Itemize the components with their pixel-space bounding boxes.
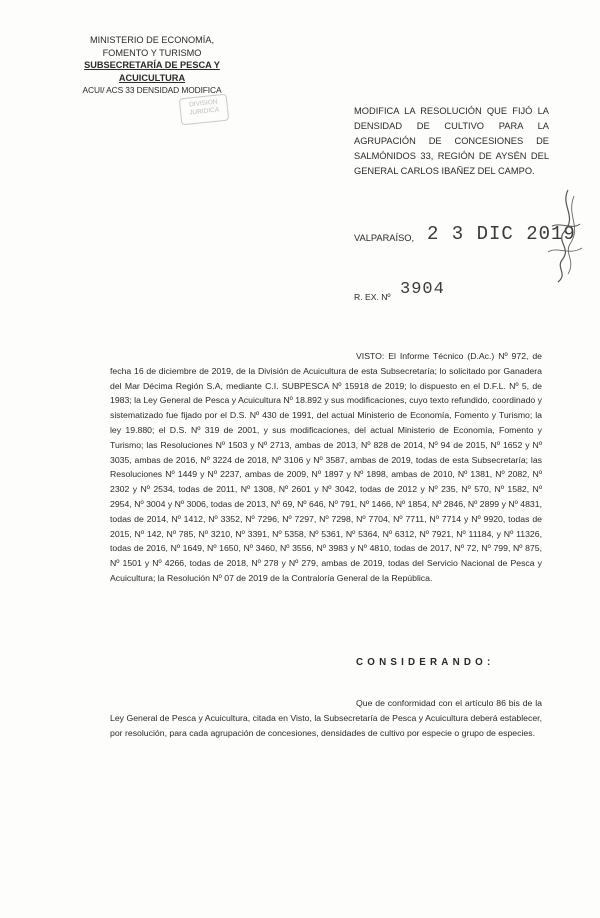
file-reference: ACUI/ ACS 33 DENSIDAD MODIFICA: [82, 85, 222, 95]
ministry-name-line2: FOMENTO Y TURISMO: [102, 47, 202, 58]
visto-paragraph: VISTO: El Informe Técnico (D.Ac.) Nº 972, de fecha 16 de diciembre de 2019, de la División de Acuicultura de esta Subsecretaría; lo solicitado por Ganadera del Mar Décima Región S.A, mediante C.I. SUBPESCA Nº 15918 de 2019; lo dispuesto en el D.F.L. Nº 5, de 1983; la Ley General de Pesca y Acuicultura Nº 18.892 y sus modificaciones, cuyo texto refundido, coordinado y sistematizado fue fijado por el D.S. Nº 430 de 1991, del actual Ministerio de Economía, Fomento y Turismo; la ley 19.880; el D.S. Nº 319 de 2001, y sus modificaciones, del actual Ministerio de Economía, Fomento y Turismo; las Resoluciones Nº 1503 y Nº 2713, ambas de 2013, Nº 828 de 2014, Nº 94 de 2015, Nº 1652 y Nº 3035, ambas de 2016, Nº 3224 de 2018, Nº 3106 y Nº 3587, ambas de 2019, todas de esta Subsecretaría; las Resoluciones Nº 1449 y Nº 2237, ambas de 2009, Nº 1897 y Nº 1898, ambas de 2010, Nº 1381, Nº 2082, Nº 2302 y Nº 2534, todas de 2011, Nº 1308, Nº 2601 y Nº 3042, todas de 2012 y Nº 235, Nº 570, Nº 1582, Nº 2954, Nº 3004 y Nº 3006, todas de 2013, Nº 69, Nº 646, Nº 791, Nº 1466, Nº 1854, Nº 2846, Nº 2899 y Nº 4831, todas de 2014, Nº 1412, Nº 3352, Nº 7296, Nº 7297, Nº 7298, Nº 7704, Nº 7711, Nº 7714 y Nº 9920, todas de 2015, Nº 142, Nº 785, Nº 3210, Nº 3391, Nº 5358, Nº 5361, Nº 5364, Nº 6312, Nº 7921, Nº 11184, y Nº 11326, todas de 2016, Nº 1649, Nº 1650, Nº 3460, Nº 3556, Nº 3983 y Nº 4810, todas de 2017, Nº 72, Nº 799, Nº 875, Nº 1501 y Nº 4266, todas de 2018, Nº 278 y Nº 279, ambas de 2019, todas del Servicio Nacional de Pesca y Acuicultura; la Resolución Nº 07 de 2019 de la Contraloría General de la República.: [110, 351, 543, 583]
resolution-title: MODIFICA LA RESOLUCIÓN QUE FIJÓ LA DENSIDAD DE CULTIVO PARA LA AGRUPACIÓN DE CONCESIONES DE SALMÓNIDOS 33, REGIÓN DE AYSÉN DEL GENERAL CARLOS IBAÑEZ DEL CAMPO.: [354, 106, 549, 176]
signature-icon: [538, 186, 584, 286]
resolution-number-label: R. EX. Nº: [354, 292, 391, 302]
considerando-paragraph: Que de conformidad con el artículo 86 bis de la Ley General de Pesca y Acuicultura, citada en Visto, la Subsecretaría de Pesca y Acuicultura deberá establecer, por resolución, para cada agrupación de concesiones, densidades de cultivo por especie o grupo de especies.: [110, 698, 542, 738]
date-stamp: 2 3 DIC 2019: [427, 223, 576, 245]
ministry-name-line1: MINISTERIO DE ECONOMÍA,: [89, 35, 215, 45]
stamp-line2: JURIDICA: [188, 106, 220, 117]
stamp-line1: DIVISION: [188, 98, 218, 109]
resolution-number: 3904: [400, 280, 445, 299]
considerando-heading: CONSIDERANDO:: [356, 657, 495, 668]
juridical-division-stamp: [179, 94, 230, 126]
undersecretary-name: SUBSECRETARÍA DE PESCA Y ACUICULTURA: [84, 60, 220, 83]
place-label: VALPARAÍSO,: [354, 233, 415, 243]
letterhead: [52, 34, 252, 97]
